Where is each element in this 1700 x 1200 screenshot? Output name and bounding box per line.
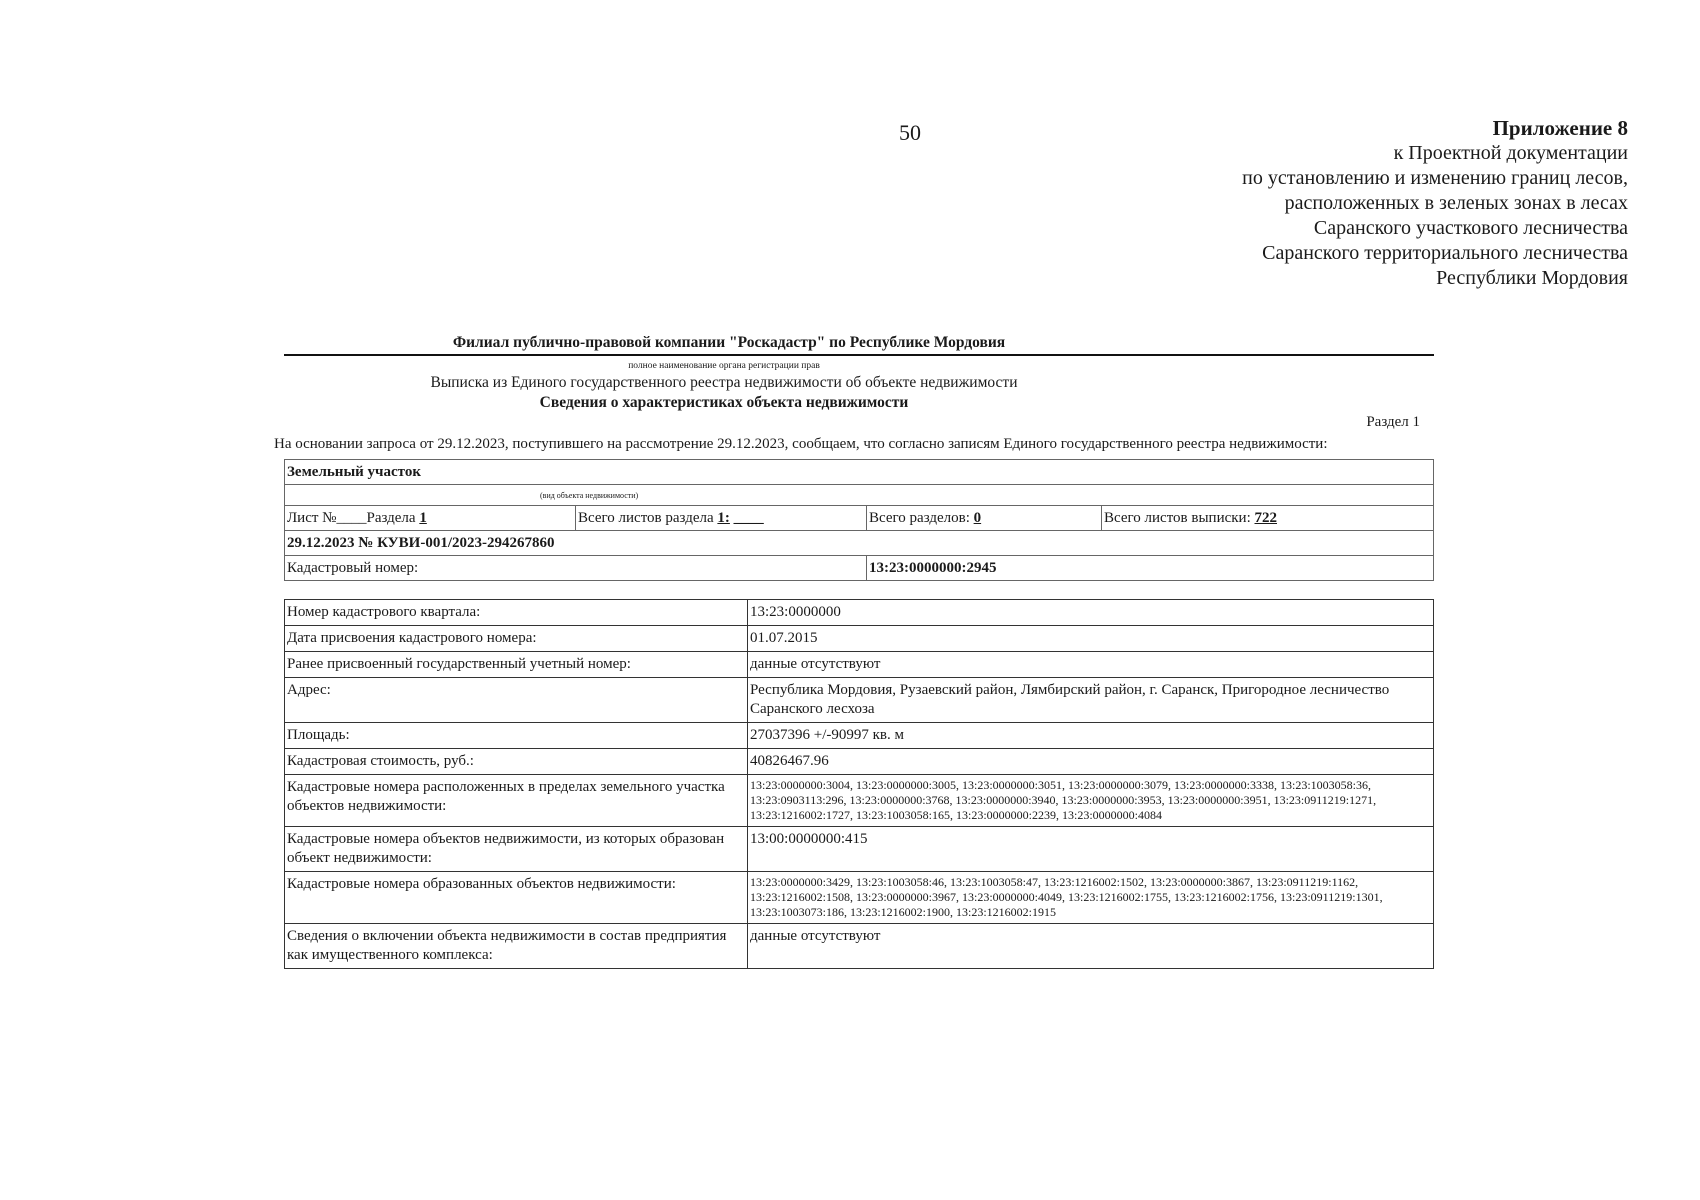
object-type-caption: (вид объекта недвижимости) bbox=[285, 485, 1434, 506]
table-row bbox=[285, 827, 1434, 872]
appendix-line: к Проектной документации bbox=[1393, 142, 1628, 164]
section-label: Раздел 1 bbox=[1366, 414, 1420, 430]
total-sections-cell bbox=[867, 506, 1102, 531]
appendix-block bbox=[1068, 116, 1628, 291]
registry-extract bbox=[274, 334, 1434, 969]
org-caption: полное наименование органа регистрации прав bbox=[628, 361, 820, 371]
appendix-line: Саранского участкового лесничества bbox=[1313, 217, 1628, 239]
total-sheets-cell bbox=[576, 506, 867, 531]
table-row bbox=[285, 600, 1434, 626]
sheet-section: 1 bbox=[419, 509, 427, 526]
detail-key: Сведения о включении объекта недвижимости в состав предприятия как имущественного комплекса: bbox=[285, 924, 748, 969]
appendix-line: Республики Мордовия bbox=[1436, 267, 1628, 289]
detail-value: 13:00:0000000:415 bbox=[748, 827, 1434, 872]
appendix-line: Саранского территориального лесничества bbox=[1262, 242, 1628, 264]
cadastral-number-value: 13:23:0000000:2945 bbox=[867, 556, 1434, 581]
total-sheets-label: Всего листов раздела bbox=[578, 509, 714, 526]
object-header-table bbox=[284, 459, 1434, 581]
detail-value: данные отсутствуют bbox=[748, 924, 1434, 969]
detail-value: 40826467.96 bbox=[748, 749, 1434, 775]
table-row bbox=[285, 749, 1434, 775]
total-sections-value: 0 bbox=[973, 509, 982, 526]
total-sheets-blank: ____ bbox=[733, 509, 764, 526]
detail-value: 01.07.2015 bbox=[748, 626, 1434, 652]
cadastral-number-label: Кадастровый номер: bbox=[285, 556, 867, 581]
page-number: 50 bbox=[899, 120, 921, 145]
total-sections-label: Всего разделов: bbox=[869, 509, 970, 526]
extract-title: Выписка из Единого государственного реестра недвижимости об объекте недвижимости bbox=[430, 374, 1018, 391]
detail-key: Кадастровые номера образованных объектов недвижимости: bbox=[285, 872, 748, 924]
table-row bbox=[285, 924, 1434, 969]
detail-key: Площадь: bbox=[285, 723, 748, 749]
detail-key: Кадастровая стоимость, руб.: bbox=[285, 749, 748, 775]
object-details-table bbox=[284, 599, 1434, 969]
appendix-line: расположенных в зеленых зонах в лесах bbox=[1284, 192, 1628, 214]
detail-key: Адрес: bbox=[285, 678, 748, 723]
total-extract-sheets-cell bbox=[1102, 506, 1434, 531]
basis-text: На основании запроса от 29.12.2023, поступившего на рассмотрение 29.12.2023, сообщаем, что согласно записям Единого государственного реестра недвижимости: bbox=[274, 436, 1328, 452]
detail-value: 13:23:0000000:3429, 13:23:1003058:46, 13:23:1003058:47, 13:23:1216002:1502, 13:23:0000000:3867, 13:23:0911219:1162, 13:23:1216002:1508, 13:23:0000000:3967, 13:23:0000000:4049, 13:23:1216002:1755, 13:23:1216002:1756, 13:23:0911219:1301, 13:23:1003073:186, 13:23:1216002:1900, 13:23:1216002:1915 bbox=[748, 872, 1434, 924]
detail-value: Республика Мордовия, Рузаевский район, Лямбирский район, г. Саранск, Пригородное лесничество Саранского лесхоза bbox=[748, 678, 1434, 723]
sheet-number-cell bbox=[285, 506, 576, 531]
table-row bbox=[285, 775, 1434, 827]
table-row bbox=[285, 626, 1434, 652]
total-extract-sheets-value: 722 bbox=[1254, 509, 1277, 526]
detail-value: данные отсутствуют bbox=[748, 652, 1434, 678]
appendix-title: Приложение 8 bbox=[1492, 116, 1628, 140]
detail-key: Ранее присвоенный государственный учетный номер: bbox=[285, 652, 748, 678]
org-name: Филиал публично-правовой компании "Роскадастр" по Республике Мордовия bbox=[284, 334, 1434, 356]
document-number: 29.12.2023 № КУВИ-001/2023-294267860 bbox=[285, 531, 1434, 556]
detail-key: Дата присвоения кадастрового номера: bbox=[285, 626, 748, 652]
detail-key: Кадастровые номера расположенных в пределах земельного участка объектов недвижимости: bbox=[285, 775, 748, 827]
table-row bbox=[285, 872, 1434, 924]
detail-value: 13:23:0000000:3004, 13:23:0000000:3005, 13:23:0000000:3051, 13:23:0000000:3079, 13:23:0000000:3338, 13:23:1003058:36, 13:23:0903113:296, 13:23:0000000:3768, 13:23:0000000:3940, 13:23:0000000:3953, 13:23:0000000:3951, 13:23:0911219:1271, 13:23:1216002:1727, 13:23:1003058:165, 13:23:0000000:2239, 13:23:0000000:4084 bbox=[748, 775, 1434, 827]
detail-key: Номер кадастрового квартала: bbox=[285, 600, 748, 626]
total-extract-sheets-label: Всего листов выписки: bbox=[1104, 509, 1251, 526]
object-type: Земельный участок bbox=[285, 460, 1434, 485]
sheet-label: Лист №____Раздела bbox=[287, 509, 416, 526]
total-sheets-value: 1: bbox=[717, 509, 730, 526]
detail-key: Кадастровые номера объектов недвижимости, из которых образован объект недвижимости: bbox=[285, 827, 748, 872]
table-row bbox=[285, 723, 1434, 749]
table-row bbox=[285, 652, 1434, 678]
table-row bbox=[285, 678, 1434, 723]
detail-value: 27037396 +/-90997 кв. м bbox=[748, 723, 1434, 749]
detail-value: 13:23:0000000 bbox=[748, 600, 1434, 626]
section-title: Сведения о характеристиках объекта недвижимости bbox=[539, 394, 909, 411]
appendix-line: по установлению и изменению границ лесов, bbox=[1242, 167, 1628, 189]
